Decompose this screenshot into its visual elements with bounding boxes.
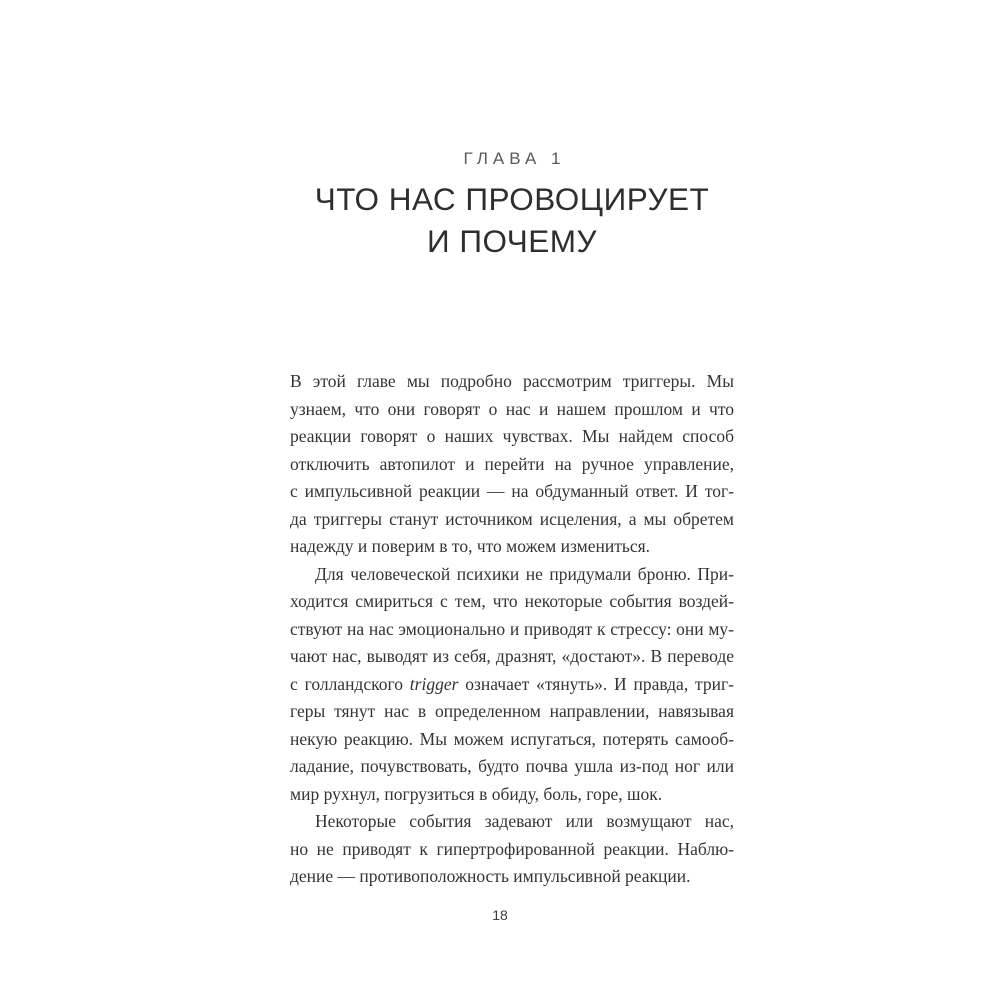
text-line: геры тянут нас в определенном направлении, навязывая: [290, 701, 734, 721]
text-segment: с голландского: [290, 673, 410, 694]
text-line: В этой главе мы подробно рассмотрим триггеры. Мы: [290, 371, 734, 391]
text-line: надежду и поверим в то, что можем измениться.: [290, 536, 651, 556]
paragraph: [290, 561, 734, 809]
text-line: Некоторые события задевают или возмущают нас,: [315, 811, 734, 831]
text-line: узнаем, что они говорят о нас и нашем прошлом и что: [290, 398, 734, 419]
page-number: 18: [492, 907, 508, 923]
text-segment: означает «тянуть». И правда, триг-: [458, 673, 734, 694]
text-line: мир рухнул, погрузиться в обиду, боль, горе, шок.: [290, 783, 663, 804]
body-text: [290, 368, 734, 891]
paragraph: [290, 368, 734, 561]
text-line: да триггеры станут источником исцеления, а мы обретем: [290, 508, 734, 529]
text-line: ходится смириться с тем, что некоторые события воздей-: [290, 591, 734, 611]
italic-term: trigger: [409, 673, 459, 694]
text-line: отключить автопилот и перейти на ручное управление,: [290, 453, 734, 474]
text-line: ствуют на нас эмоционально и приводят к стрессу: они му-: [290, 618, 734, 639]
chapter-title-line2: И ПОЧЕМУ: [426, 223, 598, 259]
chapter-title: [290, 178, 734, 262]
text-line: ладание, почувствовать, будто почва ушла из-под ног или: [290, 756, 734, 776]
text-line: чают нас, выводят из себя, дразнят, «достают». В переводе: [290, 646, 734, 666]
text-line: но не приводят к гипертрофированной реакции. Наблю-: [290, 838, 734, 859]
text-line: реакции говорят о наших чувствах. Мы найдем способ: [290, 426, 734, 446]
text-line: с импульсивной реакции — на обдуманный ответ. И тог-: [290, 481, 734, 501]
text-line: Для человеческой психики не придумали броню. При-: [315, 563, 734, 584]
paragraph: [290, 808, 734, 891]
chapter-header: [290, 149, 734, 262]
chapter-title-line1: ЧТО НАС ПРОВОЦИРУЕТ: [314, 181, 710, 217]
text-line: некую реакцию. Мы можем испугаться, потерять самооб-: [290, 728, 734, 749]
text-line: [290, 671, 734, 699]
chapter-kicker: ГЛАВА 1: [463, 149, 566, 168]
text-line: дение — противоположность импульсивной реакции.: [290, 866, 691, 886]
